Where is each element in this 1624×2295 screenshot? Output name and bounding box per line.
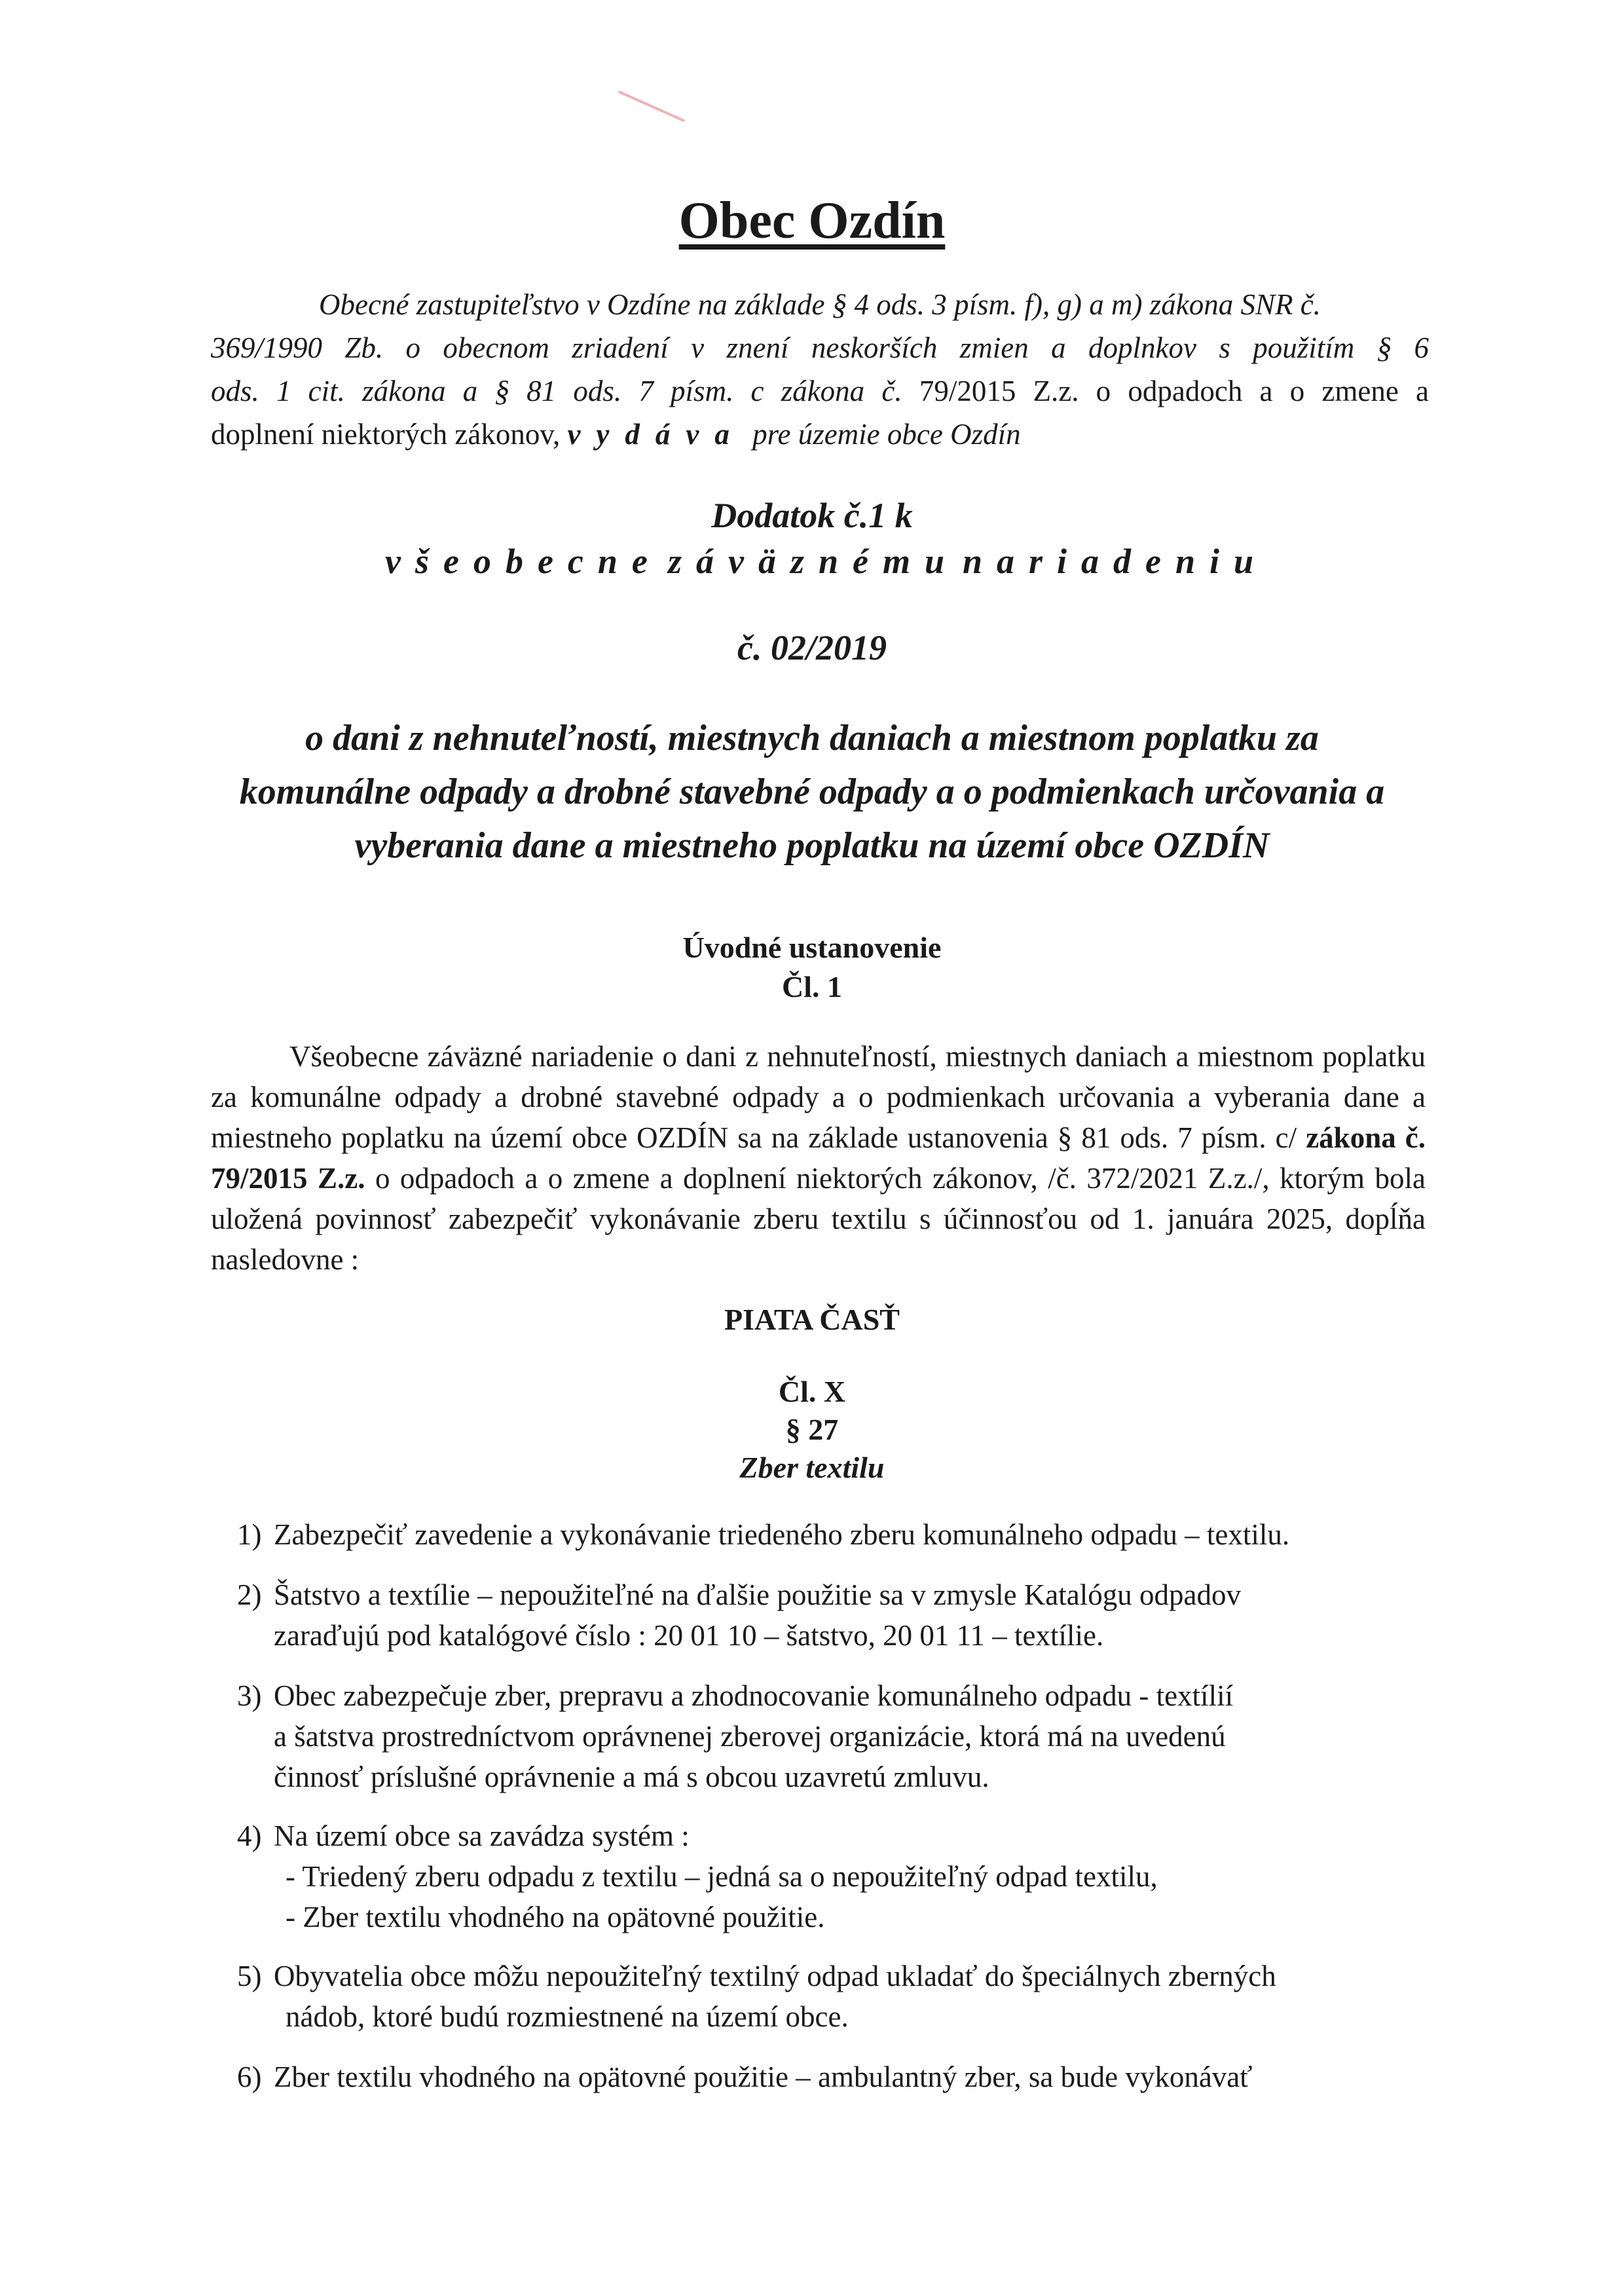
red-pen-mark bbox=[618, 90, 685, 122]
intro-line-4-start: doplnení niektorých zákonov, bbox=[211, 418, 561, 451]
subject-line-3: vyberania dane a miestneho poplatku na území obce OZDÍN bbox=[354, 825, 1270, 866]
list-item-4-line-1: Na území obce sa zavádza systém : bbox=[274, 1819, 690, 1852]
dodatok-heading: Dodatok č.1 k bbox=[711, 496, 913, 535]
intro-paragraph bbox=[211, 283, 1429, 456]
intro-line-4-end: pre územie obce Ozdín bbox=[752, 418, 1021, 451]
article-x-heading: Čl. X bbox=[778, 1375, 846, 1408]
article-1-heading: Čl. 1 bbox=[782, 970, 842, 1003]
regulation-number: č. 02/2019 bbox=[737, 628, 887, 667]
list-item-1-num: 1) bbox=[237, 1518, 262, 1551]
list-item-2-line-1: Šatstvo a textílie – nepoužiteľné na ďalšie použitie sa v zmysle Katalógu odpadov bbox=[274, 1578, 1241, 1611]
article-1-text-b: o odpadoch a o zmene a doplnení niektorých zákonov, /č. 372/2021 Z.z./, ktorým bola uložená povinnosť zabezpečiť vykonávanie zberu textilu s účinnosťou od 1. januára 2025, dopĺňa nasledovne : bbox=[211, 1162, 1426, 1276]
article-1-text-a: Všeobecne záväzné nariadenie o dani z nehnuteľností, miestnych daniach a miestnom poplatku za komunálne odpady a drobné stavebné odpady a o podmienkach určovania a vyberania dane a miestneho poplatku na území obce OZDÍN sa na základe ustanovenia § 81 ods. 7 písm. c/ bbox=[211, 1040, 1426, 1154]
intro-line-3-rest: 79/2015 Z.z. o odpadoch a o zmene a bbox=[919, 375, 1430, 407]
regulation-subject bbox=[157, 711, 1467, 872]
part-heading: PIATA ČASŤ bbox=[724, 1303, 900, 1336]
intro-line-3-italic: ods. 1 cit. zákona a § 81 ods. 7 písm. c zákona č. bbox=[211, 375, 902, 407]
list-item-2-num: 2) bbox=[237, 1578, 262, 1611]
document-title: Obec Ozdín bbox=[678, 192, 946, 250]
subject-line-1: o dani z nehnuteľností, miestnych daniach a miestnom poplatku za bbox=[305, 718, 1319, 758]
article-1-law-ref: zákona č. 79/2015 Z.z. bbox=[211, 1121, 1426, 1195]
list-item-4-line-2: - Triedený zberu odpadu z textilu – jedná sa o nepoužiteľný odpad textilu, bbox=[286, 1860, 1158, 1893]
list-item-6-line-1: Zber textilu vhodného na opätovné použitie – ambulantný zber, sa bude vykonávať bbox=[274, 2061, 1253, 2093]
vzn-word-3: nariadeniu bbox=[963, 542, 1268, 581]
intro-line-2: 369/1990 Zb. o obecnom zriadení v znení neskorších zmien a doplnkov s použitím § 6 bbox=[211, 331, 1429, 364]
list-item-5-line-2: nádob, ktoré budú rozmiestnené na území obce. bbox=[286, 2000, 849, 2033]
list-item-2-line-2: zaraďujú pod katalógové číslo : 20 01 10 – šatstvo, 20 01 11 – textílie. bbox=[274, 1619, 1104, 1652]
intro-vydava: vydáva bbox=[567, 418, 745, 451]
list-item-3-line-1: Obec zabezpečuje zber, prepravu a zhodnocovanie komunálneho odpadu - textílií bbox=[274, 1679, 1234, 1712]
list-item-4-line-3: - Zber textilu vhodného na opätovné použitie. bbox=[286, 1901, 825, 1933]
list-item-6-num: 6) bbox=[237, 2061, 262, 2093]
list-item-3-line-3: činnosť príslušné oprávnenie a má s obcou uzavretú zmluvu. bbox=[274, 1761, 989, 1793]
paragraph-27-heading: § 27 bbox=[785, 1413, 839, 1446]
vzn-word-1: všeobecne bbox=[385, 542, 662, 581]
list-item-4-num: 4) bbox=[237, 1819, 262, 1852]
list-item-5-num: 5) bbox=[237, 1960, 262, 1992]
article-1-paragraph bbox=[211, 1036, 1426, 1280]
list-item-1-line-1: Zabezpečiť zavedenie a vykonávanie triedeného zberu komunálneho odpadu – textilu. bbox=[274, 1518, 1290, 1551]
list-item-3-num: 3) bbox=[237, 1679, 262, 1712]
vzn-word-2: záväznému bbox=[668, 542, 959, 581]
intro-line-1: Obecné zastupiteľstvo v Ozdíne na základe § 4 ods. 3 písm. f), g) a m) zákona SNR č. bbox=[319, 288, 1321, 321]
subject-line-2: komunálne odpady a drobné stavebné odpady a o podmienkach určovania a bbox=[239, 772, 1385, 812]
list-item-5-line-1: Obyvatelia obce môžu nepoužiteľný textilný odpad ukladať do špeciálnych zberných bbox=[274, 1960, 1276, 1992]
list-item-3-line-2: a šatstva prostredníctvom oprávnenej zberovej organizácie, ktorá má na uvedenú bbox=[274, 1720, 1226, 1753]
paragraph-27-title: Zber textilu bbox=[739, 1451, 885, 1484]
section-heading-uvodne: Úvodné ustanovenie bbox=[682, 931, 942, 964]
